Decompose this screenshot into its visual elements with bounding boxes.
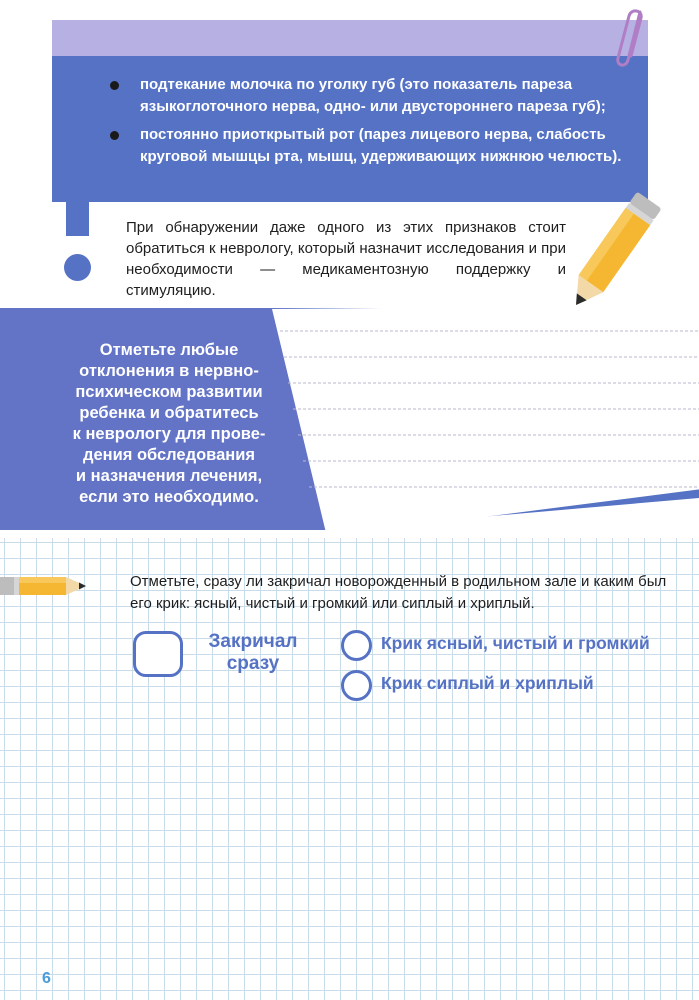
option-label: Крик сиплый и хриплый: [381, 673, 594, 693]
paperclip-icon: [612, 4, 652, 70]
lined-notes-paper: [272, 305, 699, 537]
warning-bullet-item: [110, 74, 635, 118]
top-lavender-strip: [52, 20, 648, 56]
task-instruction: Отметьте, сразу ли закричал новорожденный в родильном зале и каким был его крик: ясный, чистый и громкий или сиплый и хриплый.: [130, 573, 667, 612]
option-label: Крик ясный, чистый и громкий: [381, 633, 650, 653]
heading-line: к неврологу для прове-: [72, 425, 266, 443]
checkbox-clear-cry[interactable]: [341, 630, 372, 661]
warning-bullet-list: [110, 74, 635, 174]
bullet-text: постоянно приоткрытый рот (парез лицевого нерва, слабость круговой мышцы рта, мышц, удерживающих нижнюю челюсть).: [140, 126, 622, 165]
checkbox-cried-immediately[interactable]: [133, 631, 183, 677]
exclamation-dot-icon: [64, 254, 91, 281]
heading-line: дения обследования: [82, 446, 256, 464]
bullet-text: подтекание молочка по уголку губ (это показатель пареза языкоглоточного нерва, одно- или двустороннего пареза губ);: [140, 76, 606, 115]
heading-line: отклонения в нервно-: [79, 362, 259, 380]
checkbox-hoarse-cry[interactable]: [341, 670, 372, 701]
warning-bullet-item: [110, 124, 635, 168]
heading-line: и назначения лечения,: [75, 467, 263, 485]
bullet-dot-icon: [110, 81, 119, 90]
notice-paragraph: При обнаружении даже одного из этих признаков стоит обратиться к неврологу, который назначит исследования и при необходимости — медикаментозную поддержку и стимуляцию.: [126, 219, 566, 299]
heading-line: Отметьте любые: [99, 341, 239, 359]
option-label-line: Закричал: [208, 631, 298, 652]
small-pencil-icon: [0, 571, 94, 601]
option-label-line: сразу: [226, 653, 280, 674]
option-label: [193, 631, 313, 675]
notes-heading: [50, 340, 288, 508]
exclamation-mark-icon: [66, 202, 89, 236]
heading-line: ребенка и обратитесь: [79, 404, 259, 422]
heading-line: если это необходимо.: [79, 488, 259, 506]
page-number: 6: [42, 970, 51, 987]
heading-line: психическом развитии: [75, 383, 263, 401]
bullet-dot-icon: [110, 131, 119, 140]
